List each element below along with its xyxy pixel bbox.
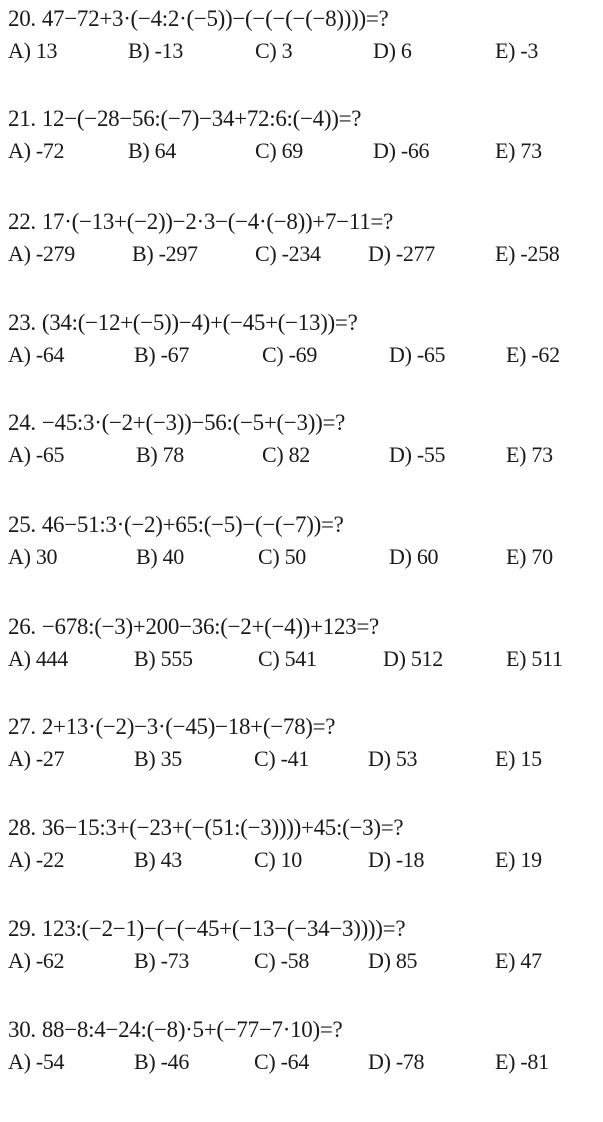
answer-option-e[interactable]: E) -62 (506, 342, 560, 367)
question-expression: 46−51:3·(−2)+65:(−5)−(−(−7))=? (41, 512, 344, 537)
question-line (8, 308, 358, 338)
answer-option-e[interactable]: E) 73 (495, 138, 542, 163)
answer-option-a[interactable]: A) -279 (8, 241, 75, 266)
question-number: 20. (8, 6, 36, 31)
question-line (8, 712, 335, 742)
answer-option-e[interactable]: E) 511 (506, 646, 563, 671)
question-number: 29. (8, 916, 36, 941)
question-expression: 12−(−28−56:(−7)−34+72:6:(−4))=? (41, 106, 362, 131)
answer-option-d[interactable]: D) -277 (368, 241, 435, 266)
answer-option-d[interactable]: D) -78 (368, 1049, 425, 1074)
answer-option-c[interactable]: C) -69 (262, 342, 318, 367)
answer-option-a[interactable]: A) -72 (8, 138, 65, 163)
answer-option-d[interactable]: D) -55 (389, 442, 446, 467)
question-expression: 47−72+3·(−4:2·(−5))−(−(−(−(−8))))=? (41, 6, 389, 31)
answer-option-a[interactable]: A) -54 (8, 1049, 65, 1074)
answer-option-c[interactable]: C) 10 (254, 847, 303, 872)
answer-option-a[interactable]: A) 30 (8, 544, 58, 569)
question-expression: (34:(−12+(−5))−4)+(−45+(−13))=? (41, 310, 358, 335)
answer-option-b[interactable]: B) -73 (134, 948, 190, 973)
answer-option-c[interactable]: C) 541 (258, 646, 317, 671)
problem-27 (8, 712, 598, 802)
question-number: 23. (8, 310, 36, 335)
answer-option-b[interactable]: B) 64 (128, 138, 177, 163)
answer-option-e[interactable]: E) 70 (506, 544, 553, 569)
answer-option-a[interactable]: A) -22 (8, 847, 65, 872)
answer-option-a[interactable]: A) -65 (8, 442, 65, 467)
question-number: 26. (8, 614, 36, 639)
answer-option-c[interactable]: C) 50 (258, 544, 307, 569)
answer-option-c[interactable]: C) 69 (255, 138, 304, 163)
problem-23 (8, 308, 598, 398)
question-number: 24. (8, 410, 36, 435)
answer-option-c[interactable]: C) -41 (254, 746, 310, 771)
answer-option-e[interactable]: E) -3 (495, 38, 539, 63)
problem-26 (8, 612, 598, 702)
problem-20 (8, 4, 598, 94)
answer-option-a[interactable]: A) 444 (8, 646, 68, 671)
question-line (8, 207, 393, 237)
answer-option-a[interactable]: A) -62 (8, 948, 65, 973)
problem-28 (8, 813, 598, 903)
answer-option-a[interactable]: A) 13 (8, 38, 58, 63)
answer-option-e[interactable]: E) 15 (495, 746, 542, 771)
problem-24 (8, 408, 598, 498)
question-number: 27. (8, 714, 36, 739)
answer-option-e[interactable]: E) -81 (495, 1049, 549, 1074)
question-line (8, 510, 344, 540)
answer-option-d[interactable]: D) 512 (383, 646, 443, 671)
question-line (8, 1015, 342, 1045)
problem-21 (8, 104, 598, 194)
question-expression: 2+13·(−2)−3·(−45)−18+(−78)=? (41, 714, 336, 739)
question-expression: 88−8:4−24:(−8)·5+(−77−7·10)=? (41, 1017, 343, 1042)
answer-option-b[interactable]: B) -13 (128, 38, 184, 63)
question-line (8, 612, 379, 642)
question-line (8, 4, 388, 34)
answer-option-c[interactable]: C) 3 (255, 38, 293, 63)
answer-option-d[interactable]: D) 60 (389, 544, 439, 569)
answer-option-d[interactable]: D) 53 (368, 746, 418, 771)
answer-option-a[interactable]: A) -27 (8, 746, 65, 771)
answer-option-d[interactable]: D) -18 (368, 847, 425, 872)
question-line (8, 813, 403, 843)
question-expression: −678:(−3)+200−36:(−2+(−4))+123=? (41, 614, 379, 639)
question-number: 25. (8, 512, 36, 537)
answer-option-d[interactable]: D) 6 (373, 38, 412, 63)
answer-option-b[interactable]: B) -67 (134, 342, 190, 367)
answer-option-b[interactable]: B) 35 (134, 746, 183, 771)
question-expression: 17·(−13+(−2))−2·3−(−4·(−8))+7−11=? (41, 209, 393, 234)
problem-22 (8, 207, 598, 297)
answer-option-b[interactable]: B) -46 (134, 1049, 190, 1074)
answer-option-b[interactable]: B) 555 (134, 646, 193, 671)
question-number: 30. (8, 1017, 36, 1042)
answer-option-c[interactable]: C) 82 (262, 442, 311, 467)
question-expression: 123:(−2−1)−(−(−45+(−13−(−34−3))))=? (41, 916, 406, 941)
answer-option-b[interactable]: B) 43 (134, 847, 183, 872)
problem-25 (8, 510, 598, 600)
question-expression: −45:3·(−2+(−3))−56:(−5+(−3))=? (41, 410, 346, 435)
question-line (8, 408, 345, 438)
question-number: 21. (8, 106, 36, 131)
answer-option-d[interactable]: D) -66 (373, 138, 430, 163)
question-line (8, 104, 361, 134)
problem-29 (8, 914, 598, 1004)
answer-option-d[interactable]: D) -65 (389, 342, 446, 367)
answer-option-b[interactable]: B) -297 (132, 241, 198, 266)
answer-option-a[interactable]: A) -64 (8, 342, 65, 367)
answer-option-c[interactable]: C) -64 (254, 1049, 310, 1074)
answer-option-e[interactable]: E) 47 (495, 948, 542, 973)
question-expression: 36−15:3+(−23+(−(51:(−3))))+45:(−3)=? (41, 815, 404, 840)
answer-option-c[interactable]: C) -58 (254, 948, 310, 973)
question-number: 22. (8, 209, 36, 234)
answer-option-d[interactable]: D) 85 (368, 948, 418, 973)
answer-option-b[interactable]: B) 78 (136, 442, 185, 467)
answer-option-e[interactable]: E) 73 (506, 442, 553, 467)
question-line (8, 914, 405, 944)
answer-option-e[interactable]: E) 19 (495, 847, 542, 872)
problem-30 (8, 1015, 598, 1105)
answer-option-e[interactable]: E) -258 (495, 241, 560, 266)
answer-option-b[interactable]: B) 40 (136, 544, 185, 569)
question-number: 28. (8, 815, 36, 840)
answer-option-c[interactable]: C) -234 (255, 241, 321, 266)
